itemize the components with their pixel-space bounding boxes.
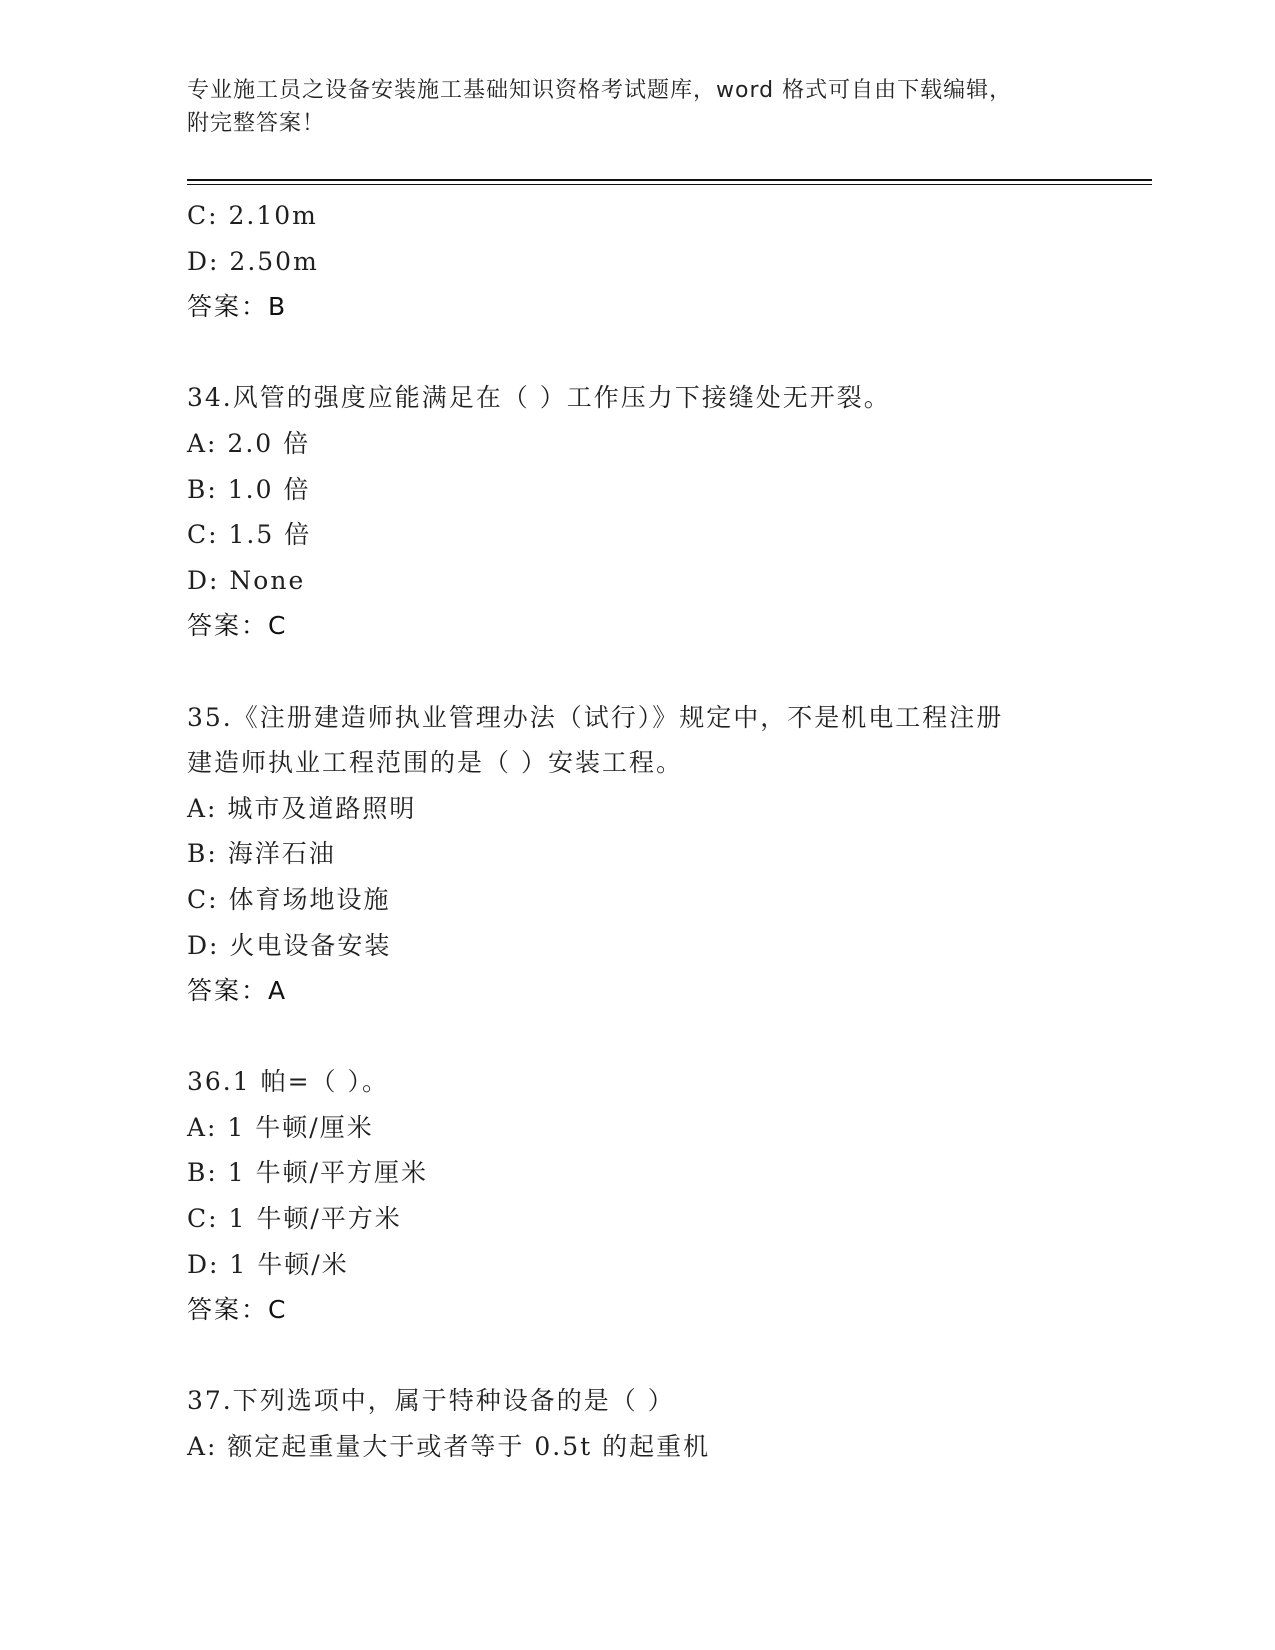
option-c: C: 体育场地设施: [187, 884, 391, 914]
question-block-34: [187, 375, 1087, 649]
option-d: D: 火电设备安装: [187, 930, 392, 960]
option-a: A: 额定起重量大于或者等于 0.5t 的起重机: [187, 1432, 711, 1462]
option-a: A: 1 牛顿/厘米: [187, 1112, 374, 1142]
question-stem: 36.1 帕=（ ）。: [187, 1067, 390, 1097]
answer-line: 答案：A: [187, 976, 288, 1006]
option-c: C: 1 牛顿/平方米: [187, 1204, 402, 1234]
option-b: B: 1.0 倍: [187, 474, 311, 504]
question-block-33: [187, 193, 1087, 330]
question-block-35: [187, 695, 1087, 1014]
header-line-1: 专业施工员之设备安装施工基础知识资格考试题库，word 格式可自由下载编辑，: [187, 78, 1013, 103]
question-list: [187, 193, 1087, 1470]
option-b: B: 1 牛顿/平方厘米: [187, 1158, 429, 1188]
option-a: A: 城市及道路照明: [187, 793, 417, 823]
header-line-2: 附完整答案！: [187, 111, 326, 136]
option-d: D: 1 牛顿/米: [187, 1249, 349, 1279]
spacer: [187, 1333, 1087, 1379]
option-b: B: 海洋石油: [187, 839, 336, 869]
option-a: A: 2.0 倍: [187, 428, 311, 458]
answer-line: 答案：B: [187, 292, 288, 322]
answer-line: 答案：C: [187, 1295, 288, 1325]
spacer: [187, 1014, 1087, 1060]
option-c: C: 1.5 倍: [187, 520, 312, 550]
spacer: [187, 649, 1087, 695]
question-stem: 37.下列选项中，属于特种设备的是（ ）: [187, 1386, 675, 1416]
question-block-36: [187, 1059, 1087, 1333]
header-divider-thin: [187, 184, 1152, 185]
question-stem-line-2: 建造师执业工程范围的是（ ）安装工程。: [187, 748, 683, 778]
option-d: D: None: [187, 565, 306, 595]
question-block-37: [187, 1378, 1087, 1469]
option-c: C: 2.10m: [187, 201, 318, 230]
header-divider-thick: [187, 179, 1152, 181]
question-stem-line-1: 35.《注册建造师执业管理办法（试行）》规定中，不是机电工程注册: [187, 702, 1004, 732]
spacer: [187, 330, 1087, 376]
answer-line: 答案：C: [187, 611, 288, 641]
question-stem: 34.风管的强度应能满足在（ ）工作压力下接缝处无开裂。: [187, 383, 891, 413]
option-d: D: 2.50m: [187, 246, 319, 276]
document-header: [187, 74, 1087, 140]
